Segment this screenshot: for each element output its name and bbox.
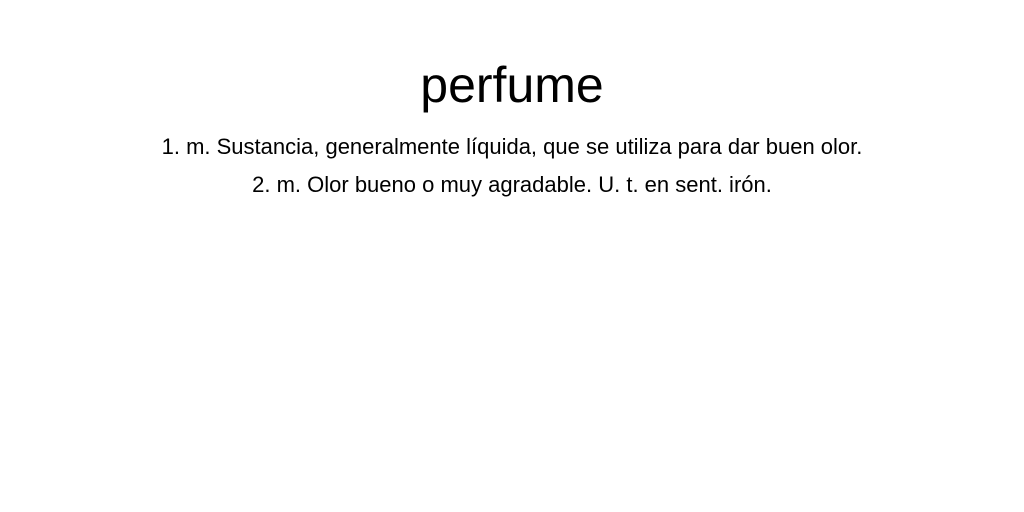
definition-2: 2. m. Olor bueno o muy agradable. U. t. en sent. irón. — [252, 172, 772, 197]
headword: perfume — [420, 57, 604, 113]
definition-list — [0, 128, 1024, 204]
definition-1: 1. m. Sustancia, generalmente líquida, que se utiliza para dar buen olor. — [161, 134, 863, 159]
